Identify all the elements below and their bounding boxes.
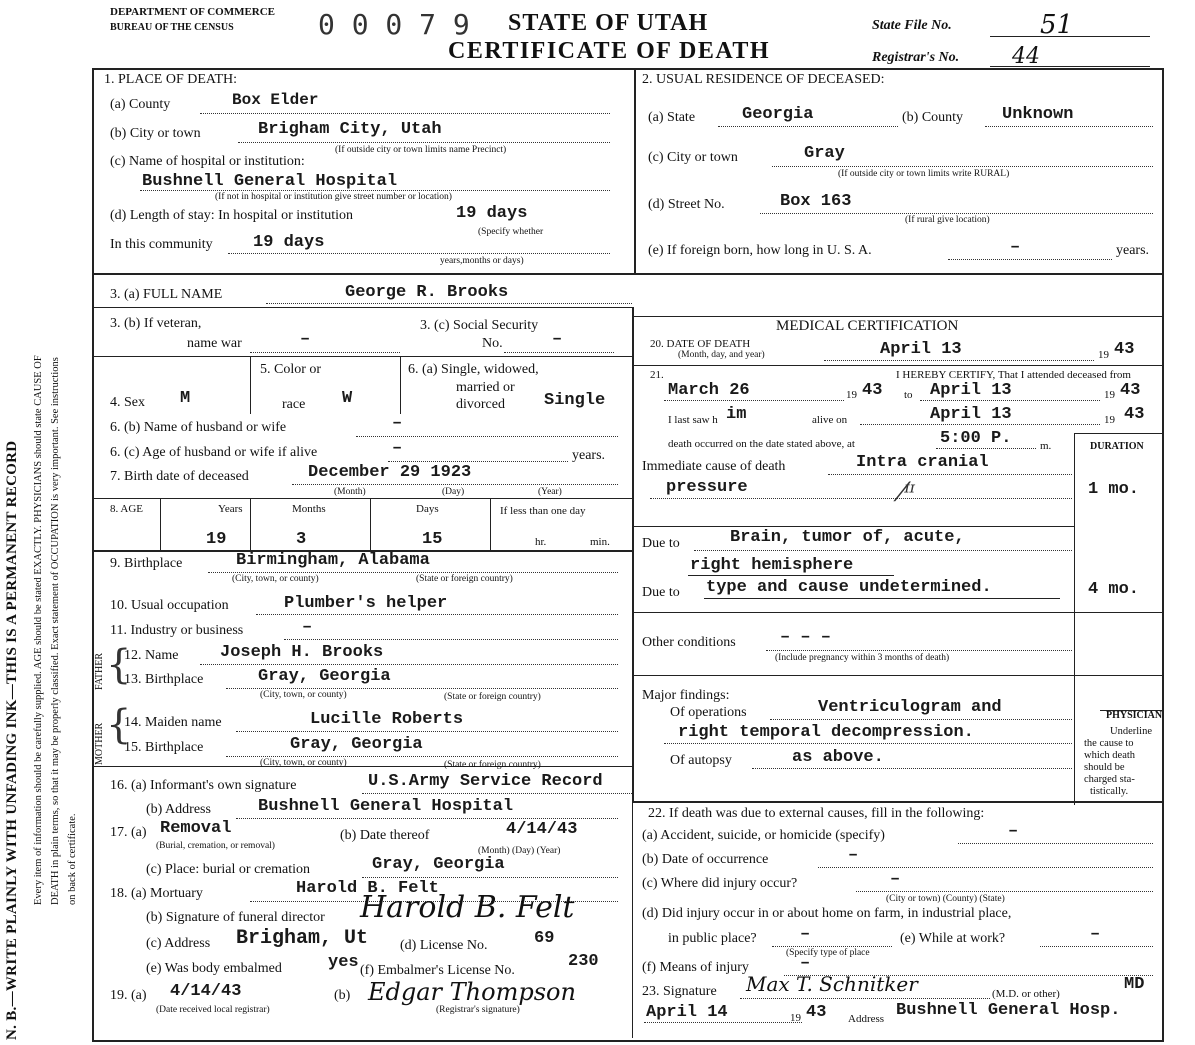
city-note: (If outside city or town limits name Precinct) (335, 145, 507, 155)
side-note-instructions-3: on back of certificate. (67, 813, 78, 905)
license-value: 69 (534, 929, 555, 948)
father-birthplace-value: Gray, Georgia (258, 667, 391, 686)
foreign-label: (e) If foreign born, how long in U. S. A. (648, 243, 872, 258)
duration-2: 4 mo. (1088, 580, 1140, 599)
alive-label: alive on (812, 414, 848, 426)
attended-from-yr-prefix: 19 (846, 389, 857, 401)
age-min-label: min. (590, 536, 610, 548)
other-label: Other conditions (642, 635, 736, 650)
means-label: (f) Means of injury (642, 960, 749, 975)
birthplace-note-city: (City, town, or county) (232, 574, 319, 584)
initials-mark: ⁄ᶦᶦ (900, 478, 915, 508)
birth-value: December 29 1923 (308, 463, 472, 482)
res-county-label: (b) County (902, 110, 964, 125)
spouse-value: – (392, 414, 403, 433)
mother-name-label: 14. Maiden name (124, 715, 222, 730)
sign-date: April 14 (646, 1003, 728, 1022)
attended-to-yr: 43 (1120, 381, 1141, 400)
physician-note-3: which death (1084, 750, 1136, 761)
operations-value: Ventriculogram and (818, 698, 1002, 717)
major-findings-label: Major findings: (642, 688, 730, 703)
father-bp-note-state: (State or foreign country) (444, 692, 541, 702)
physician-note-4: should be (1084, 762, 1125, 773)
hospital-value: Bushnell General Hospital (142, 172, 398, 191)
specify-place-note: (Specify type of place (786, 948, 870, 958)
operations-label: Of operations (670, 705, 747, 720)
stay-label: (d) Length of stay: In hospital or institution (110, 208, 354, 223)
physician-note-5: charged sta- (1084, 774, 1135, 785)
license-label: (d) License No. (400, 938, 488, 953)
fd-address-label: (c) Address (146, 936, 211, 951)
physician-signature: Max T. Schnitker (746, 972, 918, 996)
marital-value: Single (544, 391, 606, 410)
due2-label: Due to (642, 585, 680, 600)
ss-no-label: No. (482, 336, 503, 351)
mother-name-value: Lucille Roberts (310, 710, 464, 729)
physician-note-1: Underline (1110, 726, 1152, 737)
due1-label: Due to (642, 536, 680, 551)
mother-bp-note-state: (State or foreign country) (444, 760, 541, 770)
mortuary-label: 18. (a) Mortuary (110, 886, 203, 901)
mortuary-value: Harold B. Felt (296, 879, 439, 898)
age-label: 8. AGE (110, 503, 143, 515)
date-mdy-note: (Month) (Day) (Year) (478, 846, 561, 856)
race-value: W (342, 389, 353, 408)
state-title: STATE OF UTAH (508, 10, 709, 36)
age-years-header: Years (218, 503, 243, 515)
autopsy-label: Of autopsy (670, 753, 732, 768)
means-value: – (800, 954, 811, 973)
work-label: (e) While at work? (900, 931, 1006, 946)
saw-label: I last saw h (668, 414, 718, 426)
immediate-value-2: pressure (666, 478, 748, 497)
street-value: Box 163 (780, 192, 852, 211)
ymd-note: years,months or days) (440, 256, 524, 266)
received-label: 19. (a) (110, 988, 147, 1003)
removal-note: (Burial, cremation, or removal) (156, 841, 275, 851)
removal-label: 17. (a) (110, 825, 147, 840)
certify-number: 21. (650, 369, 664, 381)
full-name-value: George R. Brooks (345, 283, 509, 302)
age-hr-label: hr. (535, 536, 547, 548)
dod-value: April 13 (880, 340, 962, 359)
attended-to-yr-prefix: 19 (1104, 389, 1115, 401)
burial-place-label: (c) Place: burial or cremation (146, 862, 311, 877)
embalmed-value: yes (328, 953, 359, 972)
attended-from: March 26 (668, 381, 750, 400)
res-city-note: (If outside city or town limits write RURAL) (838, 169, 1010, 179)
attended-to: April 13 (930, 381, 1012, 400)
county-value: Box Elder (232, 91, 319, 109)
medical-heading: MEDICAL CERTIFICATION (776, 318, 959, 334)
sign-year-prefix: 19 (790, 1012, 801, 1024)
alive-yr: 43 (1124, 405, 1145, 424)
marital-line3: divorced (456, 397, 505, 412)
removal-value: Removal (160, 819, 232, 838)
home-label: (d) Did injury occur in or about home on farm, in industrial place, (642, 906, 1012, 921)
sign-address-label: Address (848, 1013, 885, 1025)
county-label: (a) County (110, 97, 171, 112)
occurrence-value: – (848, 846, 859, 865)
age-days-header: Days (416, 503, 439, 515)
birthplace-value: Birmingham, Alabama (236, 551, 430, 570)
res-state-label: (a) State (648, 110, 696, 125)
saw-him: im (726, 405, 747, 424)
embalmer-license-value: 230 (568, 952, 599, 971)
bureau-label: BUREAU OF THE CENSUS (110, 22, 234, 33)
state-file-label: State File No. (872, 18, 952, 33)
city-value: Brigham City, Utah (258, 120, 442, 139)
dod-note: (Month, day, and year) (678, 350, 765, 360)
informant-address-label: (b) Address (146, 802, 211, 817)
age-less-header: If less than one day (500, 505, 586, 517)
hospital-label: (c) Name of hospital or institution: (110, 154, 305, 169)
occurrence-label: (b) Date of occurrence (642, 852, 769, 867)
director-signature: Harold B. Felt (360, 890, 575, 925)
burial-place-value: Gray, Georgia (372, 855, 505, 874)
certificate-title: CERTIFICATE OF DEATH (448, 38, 771, 64)
immediate-label: Immediate cause of death (642, 459, 786, 474)
occurred-text: death occurred on the date stated above, at (668, 438, 855, 450)
mother-bp-note-city: (City, town, or county) (260, 758, 347, 768)
date-thereof-label: (b) Date thereof (340, 828, 430, 843)
mother-birthplace-value: Gray, Georgia (290, 735, 423, 754)
res-city-label: (c) City or town (648, 150, 738, 165)
death-time: 5:00 P. (940, 429, 1012, 448)
mother-side-label: MOTHER (94, 722, 105, 765)
res-county-value: Unknown (1002, 105, 1074, 124)
community-label: In this community (110, 237, 213, 252)
age-years-value: 19 (206, 530, 227, 549)
due1-value: Brain, tumor of, acute, (730, 528, 965, 547)
full-name-label: 3. (a) FULL NAME (110, 287, 223, 302)
public-label: in public place? (668, 931, 757, 946)
father-side-label: FATHER (94, 652, 105, 690)
sign-address-value: Bushnell General Hosp. (896, 1001, 1121, 1020)
res-state-value: Georgia (742, 105, 814, 124)
alive-value: April 13 (930, 405, 1012, 424)
sex-value: M (180, 389, 191, 408)
where-label: (c) Where did injury occur? (642, 876, 798, 891)
alive-yr-prefix: 19 (1104, 414, 1115, 426)
foreign-value: – (1010, 238, 1021, 257)
accident-label: (a) Accident, suicide, or homicide (specify) (642, 828, 885, 843)
other-value: – – – (780, 628, 832, 647)
attended-from-yr: 43 (862, 381, 883, 400)
registrar-label: Registrar's No. (872, 50, 960, 65)
physician-note-2: the cause to (1084, 738, 1134, 749)
work-value: – (1090, 925, 1101, 944)
father-bp-note-city: (City, town, or county) (260, 690, 347, 700)
time-m: m. (1040, 440, 1052, 452)
received-value: 4/14/43 (170, 982, 242, 1001)
external-heading: 22. If death was due to external causes, fill in the following: (648, 806, 985, 821)
dod-label: 20. DATE OF DEATH (650, 338, 751, 350)
side-note-instructions-2: DEATH in plain terms, so that it may be properly classified. Exact statement of OCCUPATION is very important. See instructions (50, 357, 61, 905)
md-value: MD (1124, 975, 1145, 994)
due1-value-2: right hemisphere (690, 556, 854, 575)
hospital-note: (If not in hospital or institution give street number or location) (215, 192, 452, 202)
race-label: race (282, 397, 306, 412)
registrar-sig-label: (b) (334, 988, 351, 1003)
attended-to-label: to (904, 389, 913, 401)
war-label: name war (187, 336, 242, 351)
occupation-label: 10. Usual occupation (110, 598, 229, 613)
industry-value: – (302, 618, 313, 637)
birth-label: 7. Birth date of deceased (110, 469, 249, 484)
community-value: 19 days (253, 233, 325, 252)
dept-label: DEPARTMENT OF COMMERCE (110, 6, 276, 18)
age-days-value: 15 (422, 530, 443, 549)
marital-label: 6. (a) Single, widowed, (408, 362, 539, 377)
birth-day-note: (Day) (442, 487, 465, 497)
specify-note: (Specify whether (478, 227, 544, 237)
spouse-age-years: years. (572, 448, 606, 463)
ss-value: – (552, 330, 563, 349)
age-months-header: Months (292, 503, 326, 515)
duration-1: 1 mo. (1088, 480, 1140, 499)
duration-header: DURATION (1090, 441, 1144, 452)
street-label: (d) Street No. (648, 197, 725, 212)
where-note: (City or town) (County) (State) (886, 894, 1005, 904)
side-note-permanent: N. B.—WRITE PLAINLY WITH UNFADING INK—THIS IS A PERMANENT RECORD (4, 440, 20, 1040)
residence-heading: 2. USUAL RESIDENCE OF DECEASED: (642, 72, 885, 87)
where-value: – (890, 870, 901, 889)
res-city-value: Gray (804, 144, 845, 163)
registrar-signature: Edgar Thompson (368, 978, 576, 1006)
embalmed-label: (e) Was body embalmed (146, 961, 282, 976)
registrar-sig-note: (Registrar's signature) (436, 1005, 520, 1015)
sign-year: 43 (806, 1003, 827, 1022)
received-note: (Date received local registrar) (156, 1005, 270, 1015)
informant-label: 16. (a) Informant's own signature (110, 778, 297, 793)
physician-header: PHYSICIAN (1106, 710, 1163, 721)
autopsy-value: as above. (792, 748, 884, 767)
serial-number: 0 0 0 7 9 (318, 8, 470, 41)
date-thereof-value: 4/14/43 (506, 820, 578, 839)
side-note-instructions-1: Every item of information should be carefully supplied. AGE should be stated EXACTLY. PHYSICIANS should state CAUSE OF (33, 355, 44, 905)
birthplace-label: 9. Birthplace (110, 556, 183, 571)
other-note: (Include pregnancy within 3 months of death) (775, 653, 950, 663)
director-label: (b) Signature of funeral director (146, 910, 325, 925)
spouse-age-label: 6. (c) Age of husband or wife if alive (110, 445, 318, 460)
veteran-label: 3. (b) If veteran, (110, 316, 202, 331)
physician-note-6: tistically. (1090, 786, 1129, 797)
mother-birthplace-label: 15. Birthplace (124, 740, 204, 755)
accident-value: – (1008, 822, 1019, 841)
informant-address-value: Bushnell General Hospital (258, 797, 514, 816)
public-value: – (800, 925, 811, 944)
embalmer-license-label: (f) Embalmer's License No. (360, 963, 515, 978)
age-months-value: 3 (296, 530, 307, 549)
industry-label: 11. Industry or business (110, 623, 244, 638)
father-name-value: Joseph H. Brooks (220, 643, 384, 662)
spouse-age-value: – (392, 439, 403, 458)
state-file-value: 51 (1040, 10, 1074, 40)
birthplace-note-state: (State or foreign country) (416, 574, 513, 584)
signature-label: 23. Signature (642, 984, 717, 999)
certify-text: I HEREBY CERTIFY, That I attended deceased from (896, 369, 1131, 381)
fd-address-value: Brigham, Ut (236, 927, 369, 950)
father-name-label: 12. Name (124, 648, 179, 663)
immediate-value: Intra cranial (856, 453, 989, 472)
spouse-label: 6. (b) Name of husband or wife (110, 420, 287, 435)
md-note: (M.D. or other) (992, 988, 1060, 1000)
due2-value: type and cause undetermined. (706, 578, 992, 597)
dod-year-prefix: 19 (1098, 349, 1109, 361)
ss-label: 3. (c) Social Security (420, 318, 539, 333)
stay-value: 19 days (456, 204, 528, 223)
registrar-value: 44 (1012, 44, 1040, 69)
operations-value-2: right temporal decompression. (678, 723, 974, 742)
war-value: – (300, 330, 311, 349)
place-heading: 1. PLACE OF DEATH: (104, 72, 238, 87)
informant-value: U.S.Army Service Record (368, 772, 603, 791)
father-birthplace-label: 13. Birthplace (124, 672, 204, 687)
city-label: (b) City or town (110, 126, 201, 141)
dod-year: 43 (1114, 340, 1135, 359)
occupation-value: Plumber's helper (284, 594, 448, 613)
birth-year-note: (Year) (538, 487, 562, 497)
color-label: 5. Color or (260, 362, 322, 377)
marital-line2: married or (456, 380, 515, 395)
sex-label: 4. Sex (110, 395, 145, 410)
street-note: (If rural give location) (905, 215, 990, 225)
foreign-years: years. (1116, 243, 1150, 258)
birth-month-note: (Month) (334, 487, 366, 497)
